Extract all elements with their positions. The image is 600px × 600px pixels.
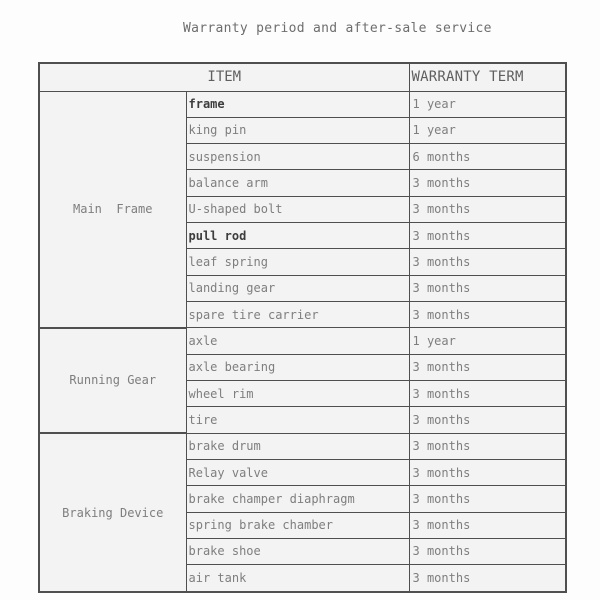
term-cell-air-tank: 3 months <box>409 565 566 592</box>
item-cell-wheel-rim: wheel rim <box>186 380 409 406</box>
item-cell-landing-gear: landing gear <box>186 275 409 301</box>
table-row <box>39 91 566 117</box>
term-cell-axle-bearing: 3 months <box>409 354 566 380</box>
term-cell-frame: 1 year <box>409 91 566 117</box>
table-row <box>39 328 566 354</box>
item-cell-u-shaped-bolt: U-shaped bolt <box>186 196 409 222</box>
item-cell-suspension: suspension <box>186 144 409 170</box>
column-header-item: ITEM <box>39 63 409 91</box>
term-cell-relay-valve: 3 months <box>409 459 566 485</box>
item-cell-air-tank: air tank <box>186 565 409 592</box>
column-header-warranty-term: WARRANTY TERM <box>409 63 566 91</box>
item-cell-relay-valve: Relay valve <box>186 459 409 485</box>
term-cell-u-shaped-bolt: 3 months <box>409 196 566 222</box>
item-cell-frame: frame <box>186 91 409 117</box>
item-cell-axle: axle <box>186 328 409 354</box>
term-cell-leaf-spring: 3 months <box>409 249 566 275</box>
term-cell-spring-brake-chamber: 3 months <box>409 512 566 538</box>
term-cell-wheel-rim: 3 months <box>409 380 566 406</box>
term-cell-landing-gear: 3 months <box>409 275 566 301</box>
term-cell-brake-drum: 3 months <box>409 433 566 459</box>
warranty-table <box>38 62 567 593</box>
item-cell-brake-champer-diaphragm: brake champer diaphragm <box>186 486 409 512</box>
item-cell-brake-drum: brake drum <box>186 433 409 459</box>
group-cell-running-gear: Running Gear <box>39 328 186 433</box>
group-cell-main-frame: Main Frame <box>39 91 186 328</box>
term-cell-pull-rod: 3 months <box>409 223 566 249</box>
item-cell-king-pin: king pin <box>186 117 409 143</box>
header-row <box>39 63 566 91</box>
term-cell-spare-tire-carrier: 3 months <box>409 302 566 328</box>
item-cell-balance-arm: balance arm <box>186 170 409 196</box>
term-cell-king-pin: 1 year <box>409 117 566 143</box>
term-cell-suspension: 6 months <box>409 144 566 170</box>
item-cell-tire: tire <box>186 407 409 433</box>
group-cell-braking-device: Braking Device <box>39 433 186 592</box>
term-cell-axle: 1 year <box>409 328 566 354</box>
term-cell-brake-champer-diaphragm: 3 months <box>409 486 566 512</box>
term-cell-brake-shoe: 3 months <box>409 538 566 564</box>
item-cell-spring-brake-chamber: spring brake chamber <box>186 512 409 538</box>
term-cell-tire: 3 months <box>409 407 566 433</box>
table-body <box>39 91 566 592</box>
page-title: Warranty period and after-sale service <box>183 21 492 36</box>
item-cell-spare-tire-carrier: spare tire carrier <box>186 302 409 328</box>
item-cell-axle-bearing: axle bearing <box>186 354 409 380</box>
item-cell-pull-rod: pull rod <box>186 223 409 249</box>
item-cell-brake-shoe: brake shoe <box>186 538 409 564</box>
table-row <box>39 433 566 459</box>
item-cell-leaf-spring: leaf spring <box>186 249 409 275</box>
term-cell-balance-arm: 3 months <box>409 170 566 196</box>
